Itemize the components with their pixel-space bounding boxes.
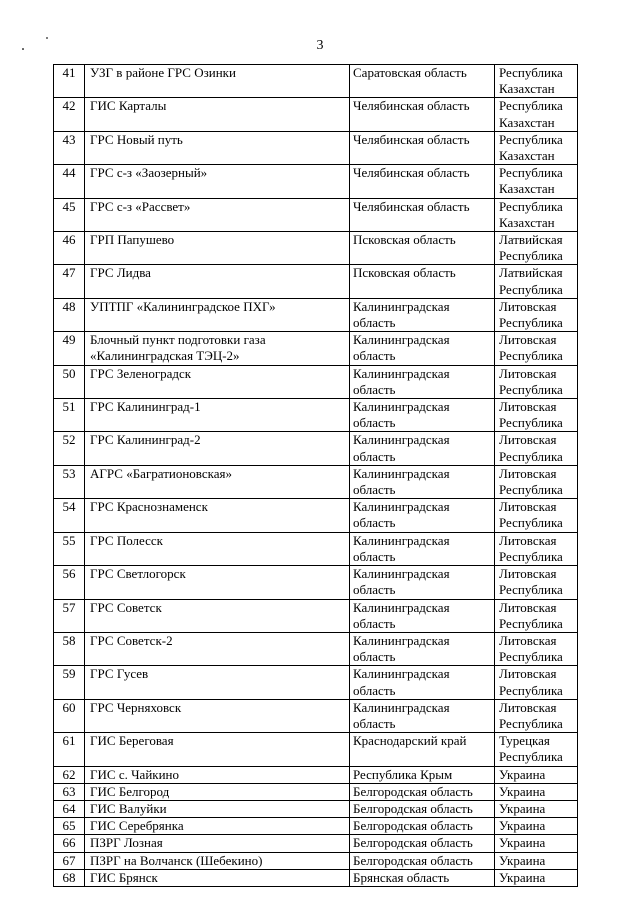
row-number: 55 [54,532,85,565]
country-name: Литовская Республика [495,632,578,665]
row-number: 42 [54,98,85,131]
facility-name: ГРС с-з «Заозерный» [85,165,350,198]
region-name: Челябинская область [350,165,495,198]
table-row [54,499,578,532]
country-name: Литовская Республика [495,599,578,632]
country-name: Украина [495,783,578,800]
table-row [54,432,578,465]
row-number: 68 [54,869,85,886]
facility-name: ГИС Белгород [85,783,350,800]
country-name: Литовская Республика [495,566,578,599]
region-name: Калининградская область [350,365,495,398]
country-name: Республика Казахстан [495,65,578,98]
facility-name: ГРС Новый путь [85,131,350,164]
facility-name: ГИС Береговая [85,733,350,766]
row-number: 52 [54,432,85,465]
row-number: 46 [54,232,85,265]
facility-name: ГИС Брянск [85,869,350,886]
table-body [54,65,578,887]
region-name: Калининградская область [350,599,495,632]
table-row [54,852,578,869]
country-name: Литовская Республика [495,699,578,732]
facility-name: ГРС Зеленоградск [85,365,350,398]
country-name: Литовская Республика [495,499,578,532]
row-number: 44 [54,165,85,198]
table-row [54,298,578,331]
row-number: 61 [54,733,85,766]
table-row [54,835,578,852]
table-row [54,532,578,565]
facility-name: УЗГ в районе ГРС Озинки [85,65,350,98]
country-name: Литовская Республика [495,432,578,465]
facility-name: УПТПГ «Калининградское ПХГ» [85,298,350,331]
row-number: 45 [54,198,85,231]
region-name: Калининградская область [350,532,495,565]
page-number: 3 [316,38,324,53]
row-number: 56 [54,566,85,599]
region-name: Республика Крым [350,766,495,783]
country-name: Литовская Республика [495,332,578,365]
region-name: Челябинская область [350,98,495,131]
table-row [54,165,578,198]
row-number: 49 [54,332,85,365]
table-row [54,65,578,98]
row-number: 67 [54,852,85,869]
region-name: Калининградская область [350,699,495,732]
row-number: 60 [54,699,85,732]
table-row [54,818,578,835]
facility-name: ПЗРГ на Волчанск (Шебекино) [85,852,350,869]
region-name: Калининградская область [350,298,495,331]
row-number: 51 [54,399,85,432]
table-row [54,733,578,766]
facility-name: ГИС Валуйки [85,800,350,817]
region-name: Белгородская область [350,783,495,800]
facility-name: ГИС Серебрянка [85,818,350,835]
row-number: 65 [54,818,85,835]
country-name: Литовская Республика [495,399,578,432]
table-row [54,699,578,732]
region-name: Белгородская область [350,835,495,852]
country-name: Украина [495,869,578,886]
row-number: 58 [54,632,85,665]
table-row [54,766,578,783]
table-row [54,198,578,231]
region-name: Калининградская область [350,465,495,498]
row-number: 63 [54,783,85,800]
row-number: 66 [54,835,85,852]
facility-name: ГРС Калининград-1 [85,399,350,432]
region-name: Краснодарский край [350,733,495,766]
table-row [54,98,578,131]
facility-name: ГИС Карталы [85,98,350,131]
row-number: 54 [54,499,85,532]
table-row [54,869,578,886]
region-name: Калининградская область [350,666,495,699]
facility-name: ГРС Светлогорск [85,566,350,599]
row-number: 41 [54,65,85,98]
table-row [54,465,578,498]
region-name: Калининградская область [350,332,495,365]
region-name: Белгородская область [350,852,495,869]
country-name: Украина [495,852,578,869]
country-name: Украина [495,818,578,835]
facility-name: ГРП Папушево [85,232,350,265]
region-name: Саратовская область [350,65,495,98]
table-row [54,131,578,164]
region-name: Калининградская область [350,399,495,432]
facility-name: ГРС Советск-2 [85,632,350,665]
country-name: Литовская Республика [495,298,578,331]
facility-name: ГИС с. Чайкино [85,766,350,783]
region-name: Белгородская область [350,818,495,835]
table-row [54,399,578,432]
country-name: Латвийская Республика [495,265,578,298]
region-name: Калининградская область [350,432,495,465]
region-name: Челябинская область [350,131,495,164]
table-row [54,332,578,365]
table-row [54,566,578,599]
region-name: Калининградская область [350,566,495,599]
facility-name: ГРС Советск [85,599,350,632]
facility-name: ГРС Полесск [85,532,350,565]
facility-name: АГРС «Багратионовская» [85,465,350,498]
table-row [54,232,578,265]
country-name: Литовская Республика [495,532,578,565]
table-row [54,365,578,398]
region-name: Калининградская область [350,499,495,532]
country-name: Литовская Республика [495,666,578,699]
country-name: Республика Казахстан [495,98,578,131]
country-name: Турецкая Республика [495,733,578,766]
row-number: 62 [54,766,85,783]
row-number: 48 [54,298,85,331]
region-name: Калининградская область [350,632,495,665]
facility-name: ПЗРГ Лозная [85,835,350,852]
table-row [54,800,578,817]
facility-name: ГРС Краснознаменск [85,499,350,532]
region-name: Псковская область [350,265,495,298]
facility-name: ГРС Калининград-2 [85,432,350,465]
region-name: Белгородская область [350,800,495,817]
table-row [54,265,578,298]
table-row [54,599,578,632]
facility-name: ГРС с-з «Рассвет» [85,198,350,231]
country-name: Латвийская Республика [495,232,578,265]
facility-table [53,64,578,887]
facility-name: ГРС Лидва [85,265,350,298]
row-number: 57 [54,599,85,632]
country-name: Литовская Республика [495,365,578,398]
table-row [54,632,578,665]
table-row [54,783,578,800]
facility-name: ГРС Гусев [85,666,350,699]
facility-name: ГРС Черняховск [85,699,350,732]
country-name: Республика Казахстан [495,131,578,164]
row-number: 47 [54,265,85,298]
country-name: Республика Казахстан [495,165,578,198]
country-name: Республика Казахстан [495,198,578,231]
country-name: Литовская Республика [495,465,578,498]
row-number: 64 [54,800,85,817]
table-row [54,666,578,699]
row-number: 59 [54,666,85,699]
country-name: Украина [495,766,578,783]
country-name: Украина [495,835,578,852]
row-number: 43 [54,131,85,164]
row-number: 53 [54,465,85,498]
region-name: Псковская область [350,232,495,265]
facility-name: Блочный пункт подготовки газа «Калининградская ТЭЦ-2» [85,332,350,365]
country-name: Украина [495,800,578,817]
region-name: Челябинская область [350,198,495,231]
region-name: Брянская область [350,869,495,886]
row-number: 50 [54,365,85,398]
